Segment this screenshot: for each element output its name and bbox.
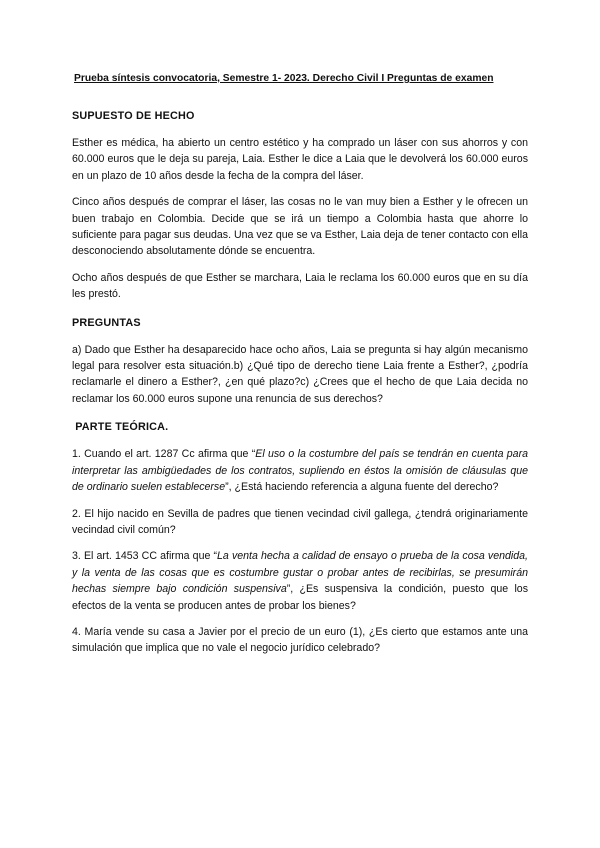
document-title: Prueba síntesis convocatoria, Semestre 1- 2023. Derecho Civil I Preguntas de examen: [74, 73, 494, 84]
preguntas-text: a) Dado que Esther ha desaparecido hace ocho años, Laia se pregunta si hay algún mecanismo legal para resolver esta situación.b) ¿Qué tipo de derecho tiene Laia frente a Esther?, ¿podría reclamarle el dinero a Esther?, ¿en qué plazo?c) ¿Crees que el hecho de que Laia decida no reclamar los 60.000 euros supone una renuncia de sus derechos?: [72, 343, 528, 405]
supuesto-heading: SUPUESTO DE HECHO: [72, 110, 195, 122]
q1-pre: 1. Cuando el art. 1287 Cc afirma que “: [72, 448, 256, 461]
q3-post: ”, ¿Es suspensiva la condición, puesto que los efectos de la venta se producen antes de probar los bienes?: [72, 583, 528, 612]
document-body: [72, 110, 528, 667]
preguntas-heading: PREGUNTAS: [72, 316, 141, 329]
supuesto-paragraph-1: Esther es médica, ha abierto un centro estético y ha comprado un láser con sus ahorros y con 60.000 euros que le deja su pareja, Laia. Esther le dice a Laia que le devolverá los 60.000 euros en un plazo de 10 años desde la fecha de la compra del láser.: [72, 137, 528, 182]
supuesto-section: [72, 110, 528, 303]
q3-pre: 3. El art. 1453 CC afirma que “: [72, 550, 218, 563]
teorica-question-1: [72, 446, 528, 495]
supuesto-paragraph-2: Cinco años después de comprar el láser, las cosas no le van muy bien a Esther y le ofrecen un buen trabajo en Colombia. Decide que se irá un tiempo a Colombia hasta que ahorre lo suficiente para pagar sus deudas. Una vez que se va Esther, Laia deja de tener contacto con ella desconociendo absolutamente dónde se encuentra.: [72, 196, 528, 258]
q3-quote: La venta hecha a calidad de ensayo o prueba de la cosa vendida, y la venta de las cosas que es costumbre gustar o probar antes de recibirlas, se presumirán hechas siempre bajo condición suspensiva: [72, 550, 528, 596]
teorica-section: [72, 421, 528, 656]
preguntas-section: [72, 317, 528, 408]
q1-quote: El uso o la costumbre del país se tendrán en cuenta para interpretar las ambigüedades de los contratos, supliendo en éstos la omisión de cláusulas que de ordinario suelen establecerse: [72, 448, 528, 494]
teorica-question-3: [72, 548, 528, 614]
teorica-question-4: 4. María vende su casa a Javier por el precio de un euro (1), ¿Es cierto que estamos ante una simulación que implica que no vale el negocio jurídico celebrado?: [72, 625, 528, 655]
q1-post: ”, ¿Está haciendo referencia a alguna fuente del derecho?: [225, 481, 499, 494]
teorica-heading: PARTE TEÓRICA.: [72, 421, 169, 434]
teorica-question-2: 2. El hijo nacido en Sevilla de padres que tienen vecindad civil gallega, ¿tendrá originariamente vecindad civil común?: [72, 507, 528, 536]
supuesto-paragraph-3: Ocho años después de que Esther se marchara, Laia le reclama los 60.000 euros que en su día les prestó.: [72, 271, 528, 301]
